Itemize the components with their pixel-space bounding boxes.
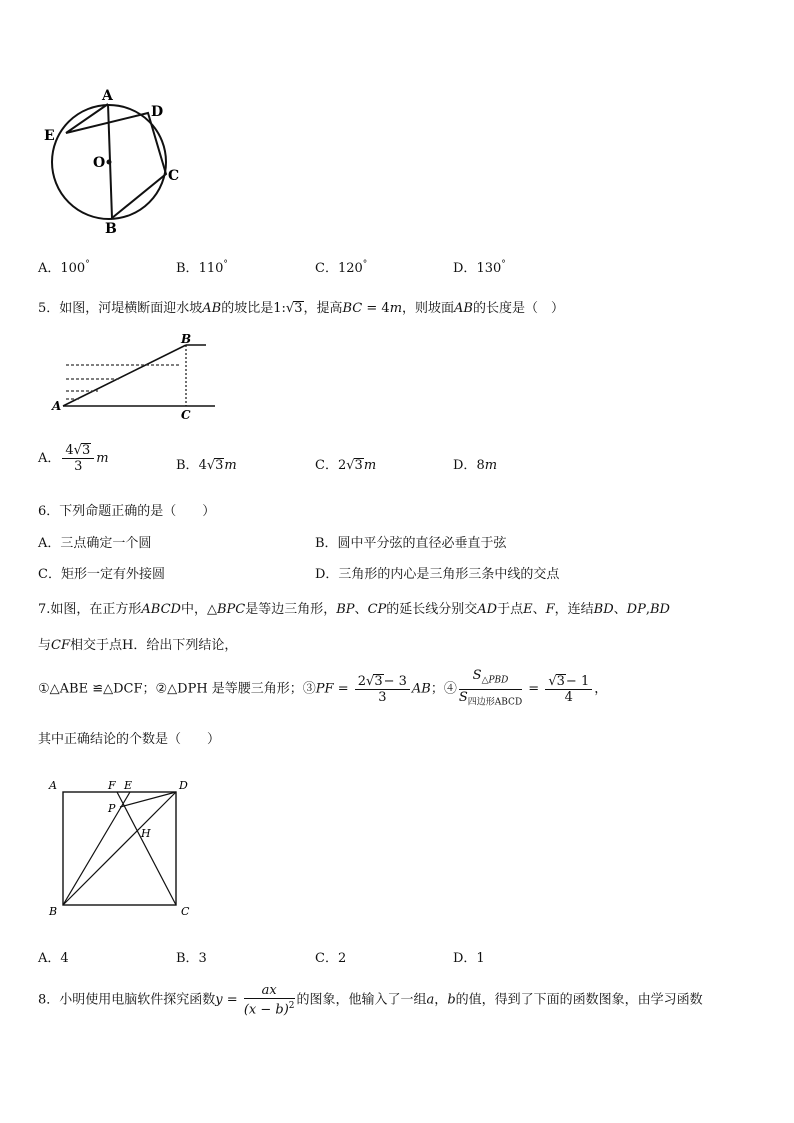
q4-circle-figure [38,82,198,238]
unit-m: m [96,451,109,466]
label-e: E [124,779,133,792]
q7-option-c[interactable]: C．2 [315,951,347,966]
q6-option-d[interactable]: D．三角形的内心是三角形三条中线的交点 [315,567,560,582]
text: 、 [532,602,546,617]
q6-stem: 6．下列命题正确的是（ ） [38,504,216,519]
label-h: H [141,827,151,840]
radicand: 3 [556,673,565,689]
text: = [333,681,353,697]
subscript: 四边形ABCD [467,697,523,708]
value: 8 [476,458,485,473]
denominator: 3 [378,689,387,705]
text: 相交于点H．给出下列结论， [69,638,238,653]
option-value: 120 [337,261,363,276]
q7-option-d[interactable]: D．1 [453,951,485,966]
q7-question: 其中正确结论的个数是（ ） [38,732,221,747]
label-a: A [102,88,113,104]
math: BPC [216,602,246,617]
label-e: E [44,128,55,144]
math: BD [593,602,614,617]
math: BD [649,602,670,617]
label-d: D [151,104,164,120]
text: − 3 [383,673,407,689]
math: AB [411,681,431,697]
degree-sign: ° [501,259,506,270]
coef: 4 [65,443,74,458]
denominator: 4 [564,689,573,705]
text: 的坡比是 [221,301,274,316]
q8-stem [38,983,703,1017]
radicand: 3 [294,301,303,316]
label-c: C [181,905,190,918]
text: 是等边三角形， [245,602,337,617]
text: − 1 [565,673,590,689]
text: 中，△ [180,602,217,617]
unit-m: m [224,458,237,473]
q6-option-a[interactable]: A．三点确定一个圆 [38,536,152,551]
denominator: 3 [74,459,83,474]
q5-option-b[interactable]: B．4√3m [176,458,237,473]
label-b: B [105,221,117,237]
text: 7.如图，在正方形 [38,602,142,617]
text: 于点 [497,602,524,617]
coef: 4 [198,458,207,473]
math: y [215,992,223,1008]
text: = 4 [362,301,390,316]
text: 的长度是（ ） [473,301,565,316]
option-value: 110 [198,261,224,276]
unit-m: m [484,458,498,473]
math-bc: BC [342,301,363,316]
label-a: A [52,399,62,413]
fraction: $\frac{2√3- 3}{3}$ [355,674,410,705]
math-ab: AB [454,301,473,316]
denominator: (x − b) [243,1002,289,1018]
label-b: B [181,332,192,346]
math: DP [626,602,646,617]
math: S [472,668,482,683]
fraction [244,983,295,1017]
exponent: 2 [288,1001,295,1011]
q4-option-d[interactable] [453,257,506,276]
q7-conclusions [38,668,607,710]
math: b [447,992,456,1008]
q-number: 5． [38,301,60,316]
radicand: 3 [215,458,224,473]
math: ABCD [141,602,181,617]
q4-option-b[interactable] [176,257,228,276]
text: ，连结 [554,602,594,617]
label-o: O [93,155,106,171]
label-p: P [108,802,116,815]
coef: 2 [357,673,367,689]
option-letter: A． [38,451,61,466]
option-letter: B． [176,458,199,473]
option-letter: C． [315,458,338,473]
text: = [524,681,544,697]
q7-option-b[interactable]: B．3 [176,951,207,966]
q5-slope-figure [45,330,215,422]
degree-sign: ° [85,259,90,270]
text: , [645,602,650,617]
label-c: C [181,408,191,422]
label-f: F [108,779,116,792]
q7-line1 [38,598,670,617]
text: ，则坡面 [402,301,455,316]
ratio: 1: [273,301,286,316]
math: CP [367,602,387,617]
q6-option-c[interactable]: C．矩形一定有外接圆 [38,567,165,582]
text: ，提高 [303,301,343,316]
unit-m: m [363,458,377,473]
label-a: A [49,779,57,792]
math-ab: AB [202,301,222,316]
q7-option-a[interactable]: A．4 [38,951,69,966]
math: CF [51,638,70,653]
q7-line2 [38,634,237,653]
text: 的值，得到了下面的函数图象，由学习函数 [455,992,703,1008]
math: E [523,602,533,617]
fraction: $\frac{√3- 1}{4}$ [545,674,592,705]
unit-m: m [389,301,403,316]
text: ①△ABE ≌△DCF；②△DPH 是等腰三角形；③ [38,681,316,697]
line-cf [117,792,176,905]
text: 如图，河堤横断面迎水坡 [59,301,203,316]
center-point [107,160,112,165]
option-value: 130 [476,261,502,276]
degree-sign: ° [223,259,228,270]
option-letter: D． [453,261,477,276]
math: F [545,602,555,617]
q5-option-d[interactable] [453,454,497,473]
text: 与 [38,638,52,653]
slope-ab [63,345,186,406]
q4-option-a[interactable] [38,257,90,276]
q6-option-b[interactable]: B．圆中平分弦的直径必垂直于弦 [315,536,507,551]
label-b: B [49,905,58,918]
numerator: ax [244,983,295,999]
degree-sign: ° [362,259,368,270]
math: S [458,689,468,705]
radicand: 3 [374,673,383,689]
option-value: 100 [60,261,86,276]
text: ， [594,681,608,697]
math: BP [336,602,355,617]
option-letter: C． [315,261,338,276]
text: ， [434,992,448,1008]
text: ；④ [430,681,457,697]
q5-stem: 5．如图，河堤横断面迎水坡AB的坡比是1:√3，提高BC = 4m，则坡面AB的长度是（ ） [38,301,565,316]
fraction: $\frac{4√3}{3}$ [62,443,94,474]
math: PF [315,681,334,697]
option-letter: D． [453,458,477,473]
text: 的延长线分别交 [386,602,478,617]
q5-option-c[interactable]: C．2√3m [315,458,377,473]
text: = [222,992,242,1008]
math: AD [477,602,498,617]
label-c: C [168,168,180,184]
math: a [426,992,435,1008]
q7-square-figure [46,776,196,920]
q5-option-a[interactable] [38,443,109,474]
radicand: 3 [81,443,91,458]
text: 8．小明使用电脑软件探究函数 [38,992,216,1008]
option-letter: A． [38,261,61,276]
option-letter: B． [176,261,199,276]
label-d: D [179,779,188,792]
q4-option-c[interactable] [315,257,367,276]
subscript: △PBD [481,675,509,686]
text: 、 [354,602,368,617]
radicand: 3 [354,458,363,473]
text: 、 [613,602,627,617]
text: 的图象，他输入了一组 [296,992,427,1008]
coef: 2 [337,458,347,473]
fraction [459,668,522,710]
